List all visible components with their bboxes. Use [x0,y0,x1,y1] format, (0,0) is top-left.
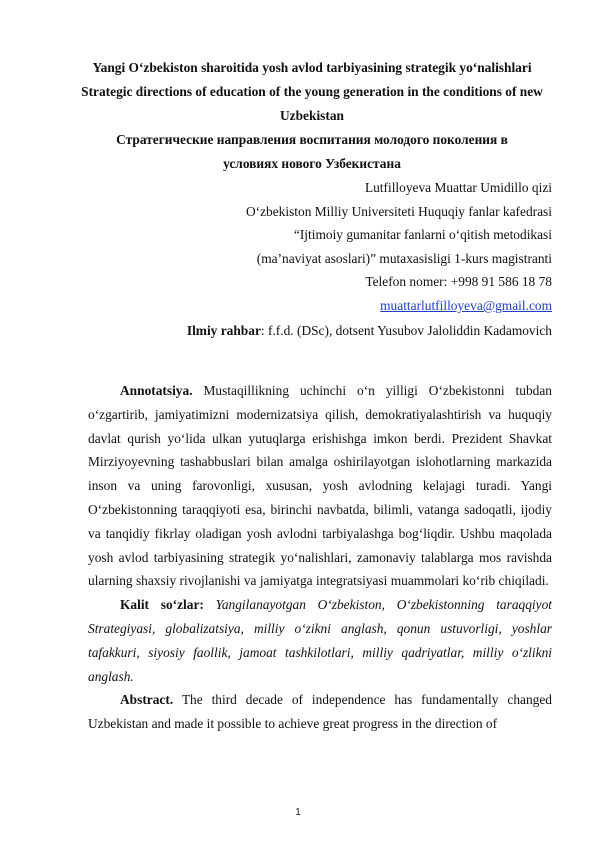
author-phone: Telefon nomer: +998 91 586 18 78 [365,274,552,290]
author-email-link[interactable]: muattarlutfilloyeva@gmail.com [380,297,552,313]
keywords-text: Yangilanayotgan O‘zbekiston, O‘zbekistonning taraqqiyot Strategiyasi, globalizatsiya, milliy o‘zikni anglash, qonun ustuvorligi, yoshlar tafakkuri, siyosiy faollik, jamoat tashkilotlari, milliy qadriyatlar, milliy o‘zlikni anglash. [88,597,552,684]
article-body [88,379,552,736]
author-affiliation-1: O‘zbekiston Milliy Universiteti Huquqiy fanlar kafedrasi [245,203,552,219]
annotation-text: Mustaqillikning uchinchi o‘n yilligi O‘zbekistonni tubdan o‘zgartirib, jamiyatimizni modernizatsiya qilish, demokratiyalashtirish va huquqiy davlat qurish yo‘lida ulkan yutuqlarga erishishga imkon berdi. Prezident Shavkat Mirziyoyevning tashabbuslari bilan amalga oshirilayotgan islohotlarning markazida inson va uning farovonligi, xususan, yosh avlodning kelajagi turadi. Yangi O‘zbekistonning taraqqiyoti esa, birinchi navbatda, bilimli, vatanga sadoqatli, ijodiy va tanqidiy fikrlay oladigan yosh avlodni tarbiyalashga bog‘liqdir. Ushbu maqolada yosh avlod tarbiyasining strategik yo‘nalishlari, zamonaviy talablarga mos ravishda ularning shaxsiy rivojlanishi va jamiyatga integratsiyasi muammolari ko‘rib chiqiladi. [88,383,552,589]
author-block [246,176,552,318]
title-russian: Стратегические направления воспитания молодого поколения в условиях нового Узбекистана [116,132,508,171]
abstract-label: Abstract. [120,692,174,708]
author-affiliation-3: (ma’naviyat asoslari)” mutaxasisligi 1-kurs magistranti [256,250,552,266]
keywords-label: Kalit so‘zlar: [120,597,204,613]
supervisor-label: Ilmiy rahbar [186,323,261,338]
page-number: 1 [295,807,301,818]
author-affiliation-2: “Ijtimoiy gumanitar fanlarni o‘qitish metodikasi [293,227,552,243]
annotation-label: Annotatsiya. [120,383,193,398]
keywords-paragraph [88,593,552,688]
abstract-text: The third decade of independence has fundamentally changed Uzbekistan and made it possible to achieve great progress in the direction of [88,692,552,732]
supervisor-line [187,319,552,343]
supervisor-text: : f.f.d. (DSc), dotsent Yusubov Jaloliddin Kadamovich [260,323,552,338]
title-uzbek: Yangi O‘zbekiston sharoitida yosh avlod tarbiyasining strategik yo‘nalishlari [92,60,532,75]
title-block [72,56,552,176]
title-english: Strategic directions of education of the young generation in the conditions of new Uzbekistan [81,84,543,123]
author-name: Lutfilloyeva Muattar Umidillo qizi [364,180,552,195]
annotation-paragraph [88,379,552,593]
abstract-paragraph [88,688,552,736]
